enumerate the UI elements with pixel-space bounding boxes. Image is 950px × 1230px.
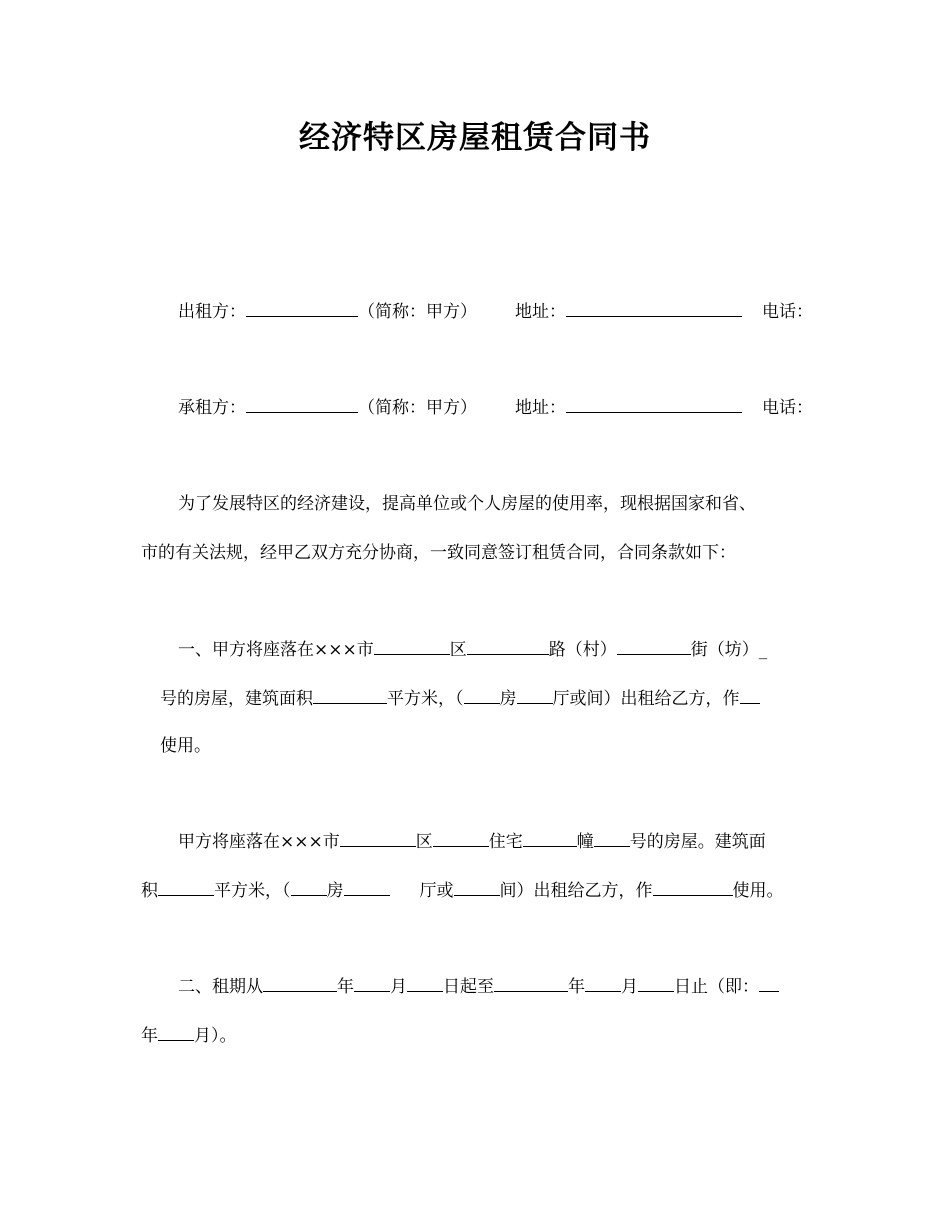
lessee-abbrev: （简称：甲方） (358, 398, 477, 418)
clause-1-text: 平方米，（ (387, 689, 464, 709)
clause-1-text: 区 (449, 640, 467, 660)
clause-1b-text: 厅或 (419, 881, 454, 901)
building-blank (523, 829, 577, 847)
clause-1b-text: 号的房屋。建筑面 (629, 832, 766, 852)
start-day-blank (407, 974, 443, 992)
clause-1-line-2 (160, 686, 760, 711)
clause-1b-text: 积 (141, 881, 158, 901)
rooms-blank (464, 686, 500, 704)
clause-1b-text: 甲方将座落在×××市 (178, 832, 340, 852)
clause-2-text: 年 (141, 1026, 158, 1046)
clause-2-text: 日起至 (443, 977, 494, 997)
clause-1-text: 一、甲方将座落在×××市 (178, 640, 374, 660)
clause-2-text: 月 (621, 977, 638, 997)
clause-2-text: 月）。 (194, 1026, 237, 1046)
number-blank (594, 829, 630, 847)
usage-blank (740, 686, 760, 704)
clause-1-text: 号的房屋，建筑面积 (160, 689, 313, 709)
residence-blank (433, 829, 489, 847)
clause-2-text: 月 (390, 977, 407, 997)
rooms-or-blank (454, 878, 500, 896)
clause-1b-line-2 (141, 878, 784, 903)
lessor-abbrev: （简称：甲方） (358, 302, 477, 322)
end-month-blank (585, 974, 621, 992)
lessee-row (178, 395, 813, 420)
lessor-row (178, 299, 813, 324)
clause-1b-text: 使用。 (732, 881, 784, 901)
start-month-blank (354, 974, 390, 992)
area-blank (158, 878, 214, 896)
clause-2-text: 年 (568, 977, 585, 997)
lessee-name-blank (246, 395, 358, 413)
rooms-blank (291, 878, 327, 896)
clause-1b-text: 住宅 (488, 832, 523, 852)
clause-1-text: _ (758, 640, 768, 660)
lessee-address-blank (566, 395, 742, 413)
district-blank (340, 829, 416, 847)
clause-1b-text: 幢 (576, 832, 594, 852)
contract-title: 经济特区房屋租赁合同书 (299, 120, 651, 156)
lessor-name-blank (246, 299, 358, 317)
lessor-phone-label: 电话： (762, 302, 813, 322)
clause-1-text: 房 (499, 689, 517, 709)
usage-blank (653, 878, 733, 896)
end-day-blank (638, 974, 674, 992)
start-year-blank (263, 974, 337, 992)
district-blank (374, 637, 450, 655)
clause-1-line-1 (178, 637, 767, 662)
lessee-address-label: 地址： (515, 398, 566, 418)
clause-2-text: 年 (337, 977, 354, 997)
road-blank (467, 637, 549, 655)
lessor-label: 出租方： (178, 302, 246, 322)
clause-1b-text: 区 (415, 832, 433, 852)
clause-1b-text: 间）出租给乙方，作 (499, 881, 653, 901)
clause-2-text: 日止（即： (674, 977, 759, 997)
preamble-line-2: 市的有关法规，经甲乙双方充分协商，一致同意签订租赁合同，合同条款如下： (141, 543, 736, 563)
clause-1-line-3: 使用。 (160, 736, 211, 756)
street-blank (617, 637, 691, 655)
preamble-line-1: 为了发展特区的经济建设，提高单位或个人房屋的使用率，现根据国家和省、 (178, 494, 756, 514)
duration-year-blank (759, 974, 779, 992)
duration-month-blank (158, 1023, 194, 1041)
halls-blank (344, 878, 390, 896)
area-blank (313, 686, 387, 704)
clause-1-text: 厅或间）出租给乙方，作 (552, 689, 740, 709)
clause-1-text: 街（坊） (690, 640, 759, 660)
lessor-address-blank (566, 299, 742, 317)
clause-1-text: 路（村） (548, 640, 617, 660)
lessor-address-label: 地址： (515, 302, 566, 322)
end-year-blank (494, 974, 568, 992)
halls-blank (517, 686, 553, 704)
lessee-phone-label: 电话： (762, 398, 813, 418)
clause-1b-line-1 (178, 829, 766, 854)
clause-2-line-1 (178, 974, 779, 999)
clause-2-text: 二、租期从 (178, 977, 263, 997)
clause-1b-text: 平方米，（ (214, 881, 291, 901)
clause-2-line-2 (141, 1023, 237, 1048)
lessee-label: 承租方： (178, 398, 246, 418)
clause-1b-text: 房 (326, 881, 344, 901)
